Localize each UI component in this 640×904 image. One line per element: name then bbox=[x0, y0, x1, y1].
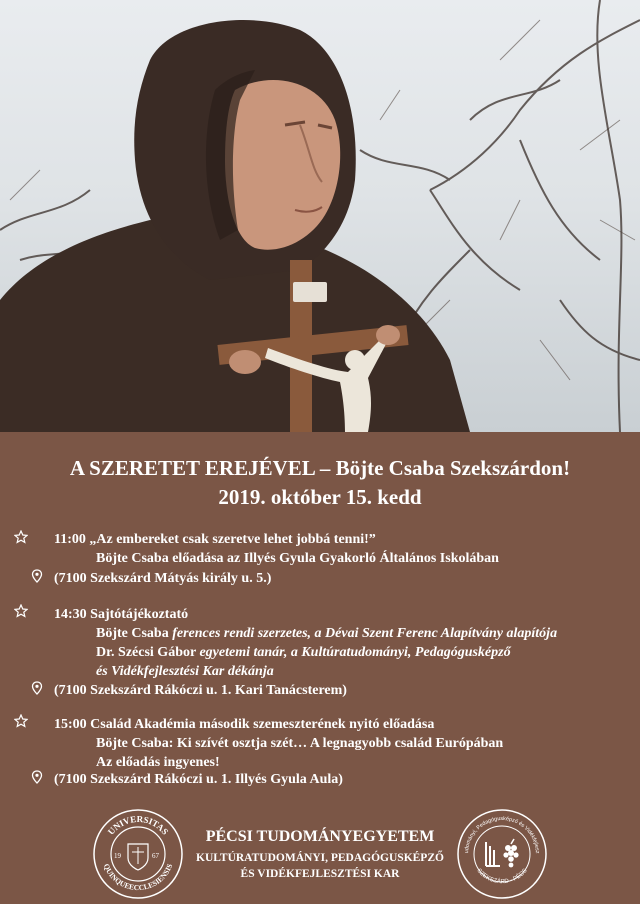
event-3-location: (7100 Szekszárd Rákóczi u. 1. Illyés Gyula Aula) bbox=[54, 772, 343, 787]
friar-portrait-illustration bbox=[0, 0, 640, 432]
faculty-name-line-1: KULTÚRATUDOMÁNYI, PEDAGÓGUSKÉPZŐ bbox=[196, 852, 444, 864]
event-2-detail-2: Dr. Szécsi Gábor egyetemi tanár, a Kultúratudományi, Pedagógusképző bbox=[96, 645, 511, 660]
svg-text:19: 19 bbox=[114, 852, 121, 860]
location-pin-icon bbox=[30, 770, 44, 784]
university-name: PÉCSI TUDOMÁNYEGYETEM bbox=[205, 828, 435, 845]
location-pin-icon bbox=[30, 569, 44, 583]
event-2-detail-3: és Vidékfejlesztési Kar dékánja bbox=[96, 664, 274, 679]
event-date: 2019. október 15. kedd bbox=[218, 485, 422, 509]
event-1-detail: Böjte Csaba előadása az Illyés Gyula Gyakorló Általános Iskolában bbox=[96, 551, 499, 566]
faculty-seal-logo bbox=[456, 808, 548, 900]
hero-photo bbox=[0, 0, 640, 432]
svg-text:UNIVERSITAS: UNIVERSITAS bbox=[105, 813, 171, 837]
star-icon bbox=[14, 530, 28, 544]
svg-text:QUINQUEECCLESIENSIS: QUINQUEECCLESIENSIS bbox=[101, 862, 175, 893]
event-info-panel bbox=[0, 432, 640, 904]
svg-text:67: 67 bbox=[152, 852, 159, 860]
event-1-time-title: 11:00 „Az embereket csak szeretve lehet jobbá tenni!” bbox=[54, 532, 376, 547]
event-2-detail-1: Böjte Csaba ferences rendi szerzetes, a Dévai Szent Ferenc Alapítvány alapítója bbox=[96, 626, 558, 641]
event-title: A SZERETET EREJÉVEL – Böjte Csaba Szekszárdon! bbox=[69, 456, 571, 480]
event-2-location: (7100 Szekszárd Rákóczi u. 1. Kari Tanácsterem) bbox=[54, 683, 347, 698]
svg-text:Kultúratudományi, Pedagóguskép: udományi, Pedagógusképző és Vidékfejlesz bbox=[463, 815, 541, 854]
event-1-location: (7100 Szekszárd Mátyás király u. 5.) bbox=[54, 571, 272, 586]
event-3-detail-1: Böjte Csaba: Ki szívét osztja szét… A legnagyobb család Európában bbox=[96, 736, 504, 751]
event-2-time-title: 14:30 Sajtótájékoztató bbox=[54, 607, 189, 622]
star-icon bbox=[14, 714, 28, 728]
svg-text:SZEKSZÁRD - PÉCS: SZEKSZÁRD - PÉCS bbox=[475, 867, 529, 886]
event-3-detail-2: Az előadás ingyenes! bbox=[96, 755, 220, 770]
faculty-name-line-2: ÉS VIDÉKFEJLESZTÉSI KAR bbox=[240, 868, 400, 880]
event-3-time-title: 15:00 Család Akadémia második szemeszterének nyitó előadása bbox=[54, 717, 435, 732]
star-icon bbox=[14, 604, 28, 618]
location-pin-icon bbox=[30, 681, 44, 695]
